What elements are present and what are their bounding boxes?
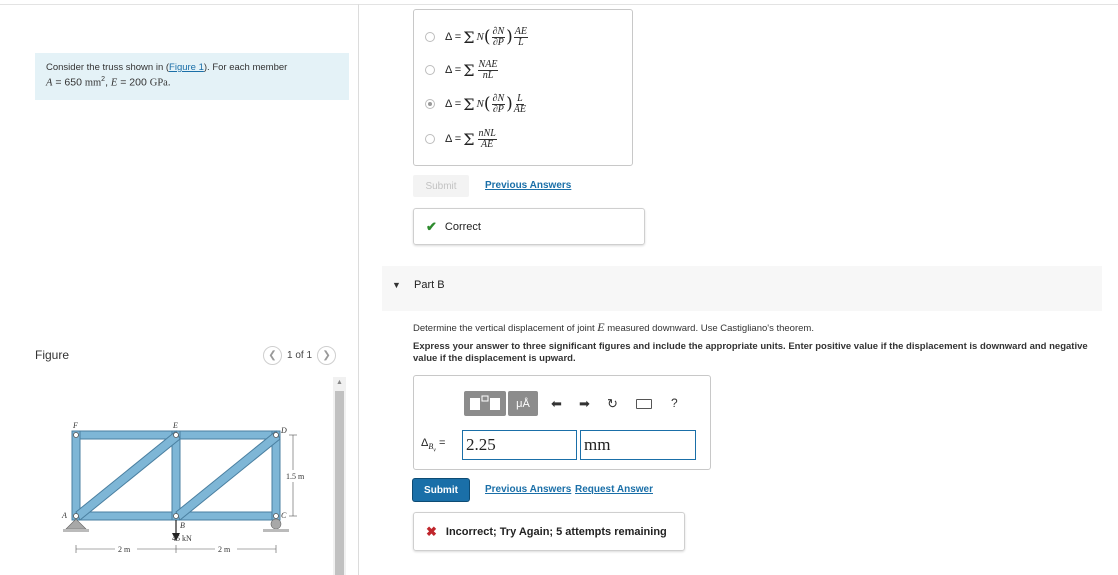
label-d: D	[281, 426, 287, 435]
close-icon: ✖	[426, 523, 437, 539]
ground-a	[63, 529, 89, 532]
chevron-left-icon: ❮	[268, 349, 277, 361]
joint-c	[274, 514, 279, 519]
units-icon: μÅ	[516, 397, 530, 410]
part-b-label[interactable]: Part B	[414, 279, 445, 291]
part-a-previous-answers-link[interactable]: Previous Answers	[485, 180, 572, 191]
feedback-text: Correct	[444, 220, 481, 233]
feedback-text: Incorrect; Try Again; 5 attempts remaining	[445, 525, 667, 538]
figure-link[interactable]: Figure 1	[169, 62, 204, 73]
request-answer-link[interactable]: Request Answer	[575, 484, 653, 495]
radio-choice-2[interactable]	[425, 65, 435, 75]
label-c: C	[281, 511, 287, 520]
choice-1[interactable]: Δ = Σ N ( $\frac{\partial N}{\partial P}$ ) $\frac{AE}{L}$	[425, 27, 529, 47]
label-f: F	[73, 421, 78, 430]
member-af	[72, 431, 80, 520]
area-symbol: A	[46, 77, 53, 89]
part-a-feedback	[413, 208, 645, 245]
label-subsubscript: v	[433, 447, 436, 454]
label-b: B	[180, 521, 185, 530]
modulus-value: = 200	[117, 76, 150, 89]
prev-figure-button[interactable]	[263, 346, 282, 365]
radio-choice-4[interactable]	[425, 134, 435, 144]
joint-f	[74, 433, 79, 438]
joint-a	[74, 514, 79, 519]
label-e: E	[173, 421, 178, 430]
pager-text: 1 of 1	[287, 349, 313, 361]
delta-symbol: Δ	[421, 437, 429, 449]
area-value: = 650	[52, 76, 85, 89]
next-figure-button[interactable]	[317, 346, 336, 365]
equals-sign: =	[435, 437, 446, 449]
pane-divider	[358, 4, 359, 575]
span-dimension-1: 2 m	[118, 545, 131, 554]
label-a: A	[62, 511, 67, 520]
top-rule	[0, 4, 1118, 5]
scrollbar-thumb[interactable]	[335, 391, 344, 575]
part-a-submit-button[interactable]: Submit	[413, 175, 469, 197]
radio-choice-3[interactable]	[425, 99, 435, 109]
value-input[interactable]: 2.25	[462, 430, 577, 460]
figure-pager	[263, 345, 336, 365]
part-b-feedback	[413, 512, 685, 551]
modulus-unit: GPa.	[149, 77, 171, 89]
answer-label	[421, 437, 445, 454]
part-b-submit-button[interactable]: Submit	[413, 479, 469, 501]
problem-text: Consider the truss shown in (	[46, 62, 170, 73]
part-b-header[interactable]	[382, 266, 1102, 311]
chevron-right-icon: ❯	[322, 349, 331, 361]
part-b-previous-answers-link[interactable]: Previous Answers	[485, 484, 572, 495]
question-joint: E	[597, 320, 605, 334]
figure-title: Figure	[35, 348, 70, 362]
part-b-instructions: Express your answer to three significant figures and include the appropriate units. Enter positive value if the displacement is downward and negative value if the displacement is upward.	[413, 341, 1088, 364]
help-icon[interactable]: ?	[671, 396, 678, 410]
keyboard-icon[interactable]	[636, 399, 652, 409]
question-prefix: Determine the vertical displacement of joint	[413, 323, 598, 334]
joint-e	[174, 433, 179, 438]
scroll-up-icon[interactable]: ▲	[336, 379, 343, 386]
radio-choice-1[interactable]	[425, 32, 435, 42]
label-subscript: B	[428, 442, 434, 452]
choice-4[interactable]: Δ = Σ $\frac{\text{nNL}}{AE}$	[425, 129, 498, 149]
ground-c	[263, 529, 289, 532]
joint-b	[174, 514, 179, 519]
redo-icon[interactable]: ➡	[579, 396, 590, 411]
templates-button[interactable]	[464, 391, 506, 416]
units-input[interactable]: mm	[580, 430, 696, 460]
area-unit: mm	[84, 77, 102, 89]
undo-icon[interactable]: ⬅	[551, 396, 562, 411]
roller-support	[271, 519, 281, 529]
question-suffix: measured downward. Use Castigliano's theorem.	[604, 323, 814, 334]
part-b-question	[413, 320, 814, 335]
choice-2[interactable]: Δ = Σ $\frac{\text{NAE}}{nL}$	[425, 60, 499, 80]
span-dimension-2: 2 m	[218, 545, 231, 554]
load-label: 45 kN	[172, 534, 192, 543]
units-button[interactable]	[508, 391, 538, 416]
member-bd	[176, 431, 280, 520]
member-ae	[76, 431, 180, 520]
problem-text-suffix: ). For each member	[203, 62, 288, 73]
check-icon: ✔	[426, 218, 437, 234]
area-exponent: 2	[101, 76, 106, 83]
templates-icon	[469, 395, 501, 412]
problem-statement: Consider the truss shown in (Figure 1). For each member A = 650 $mm^2$, E = 200 GPa.	[35, 53, 349, 100]
choice-3[interactable]: Δ = Σ N ( $\frac{\partial N}{\partial P}$ ) $\frac{L}{AE}$	[425, 94, 527, 114]
truss-figure	[60, 418, 330, 575]
modulus-symbol: E	[110, 77, 118, 89]
joint-d	[274, 433, 279, 438]
caret-down-icon[interactable]: ▼	[392, 280, 401, 290]
height-dimension: 1.5 m	[286, 472, 305, 481]
reset-icon[interactable]: ↻	[607, 396, 618, 411]
